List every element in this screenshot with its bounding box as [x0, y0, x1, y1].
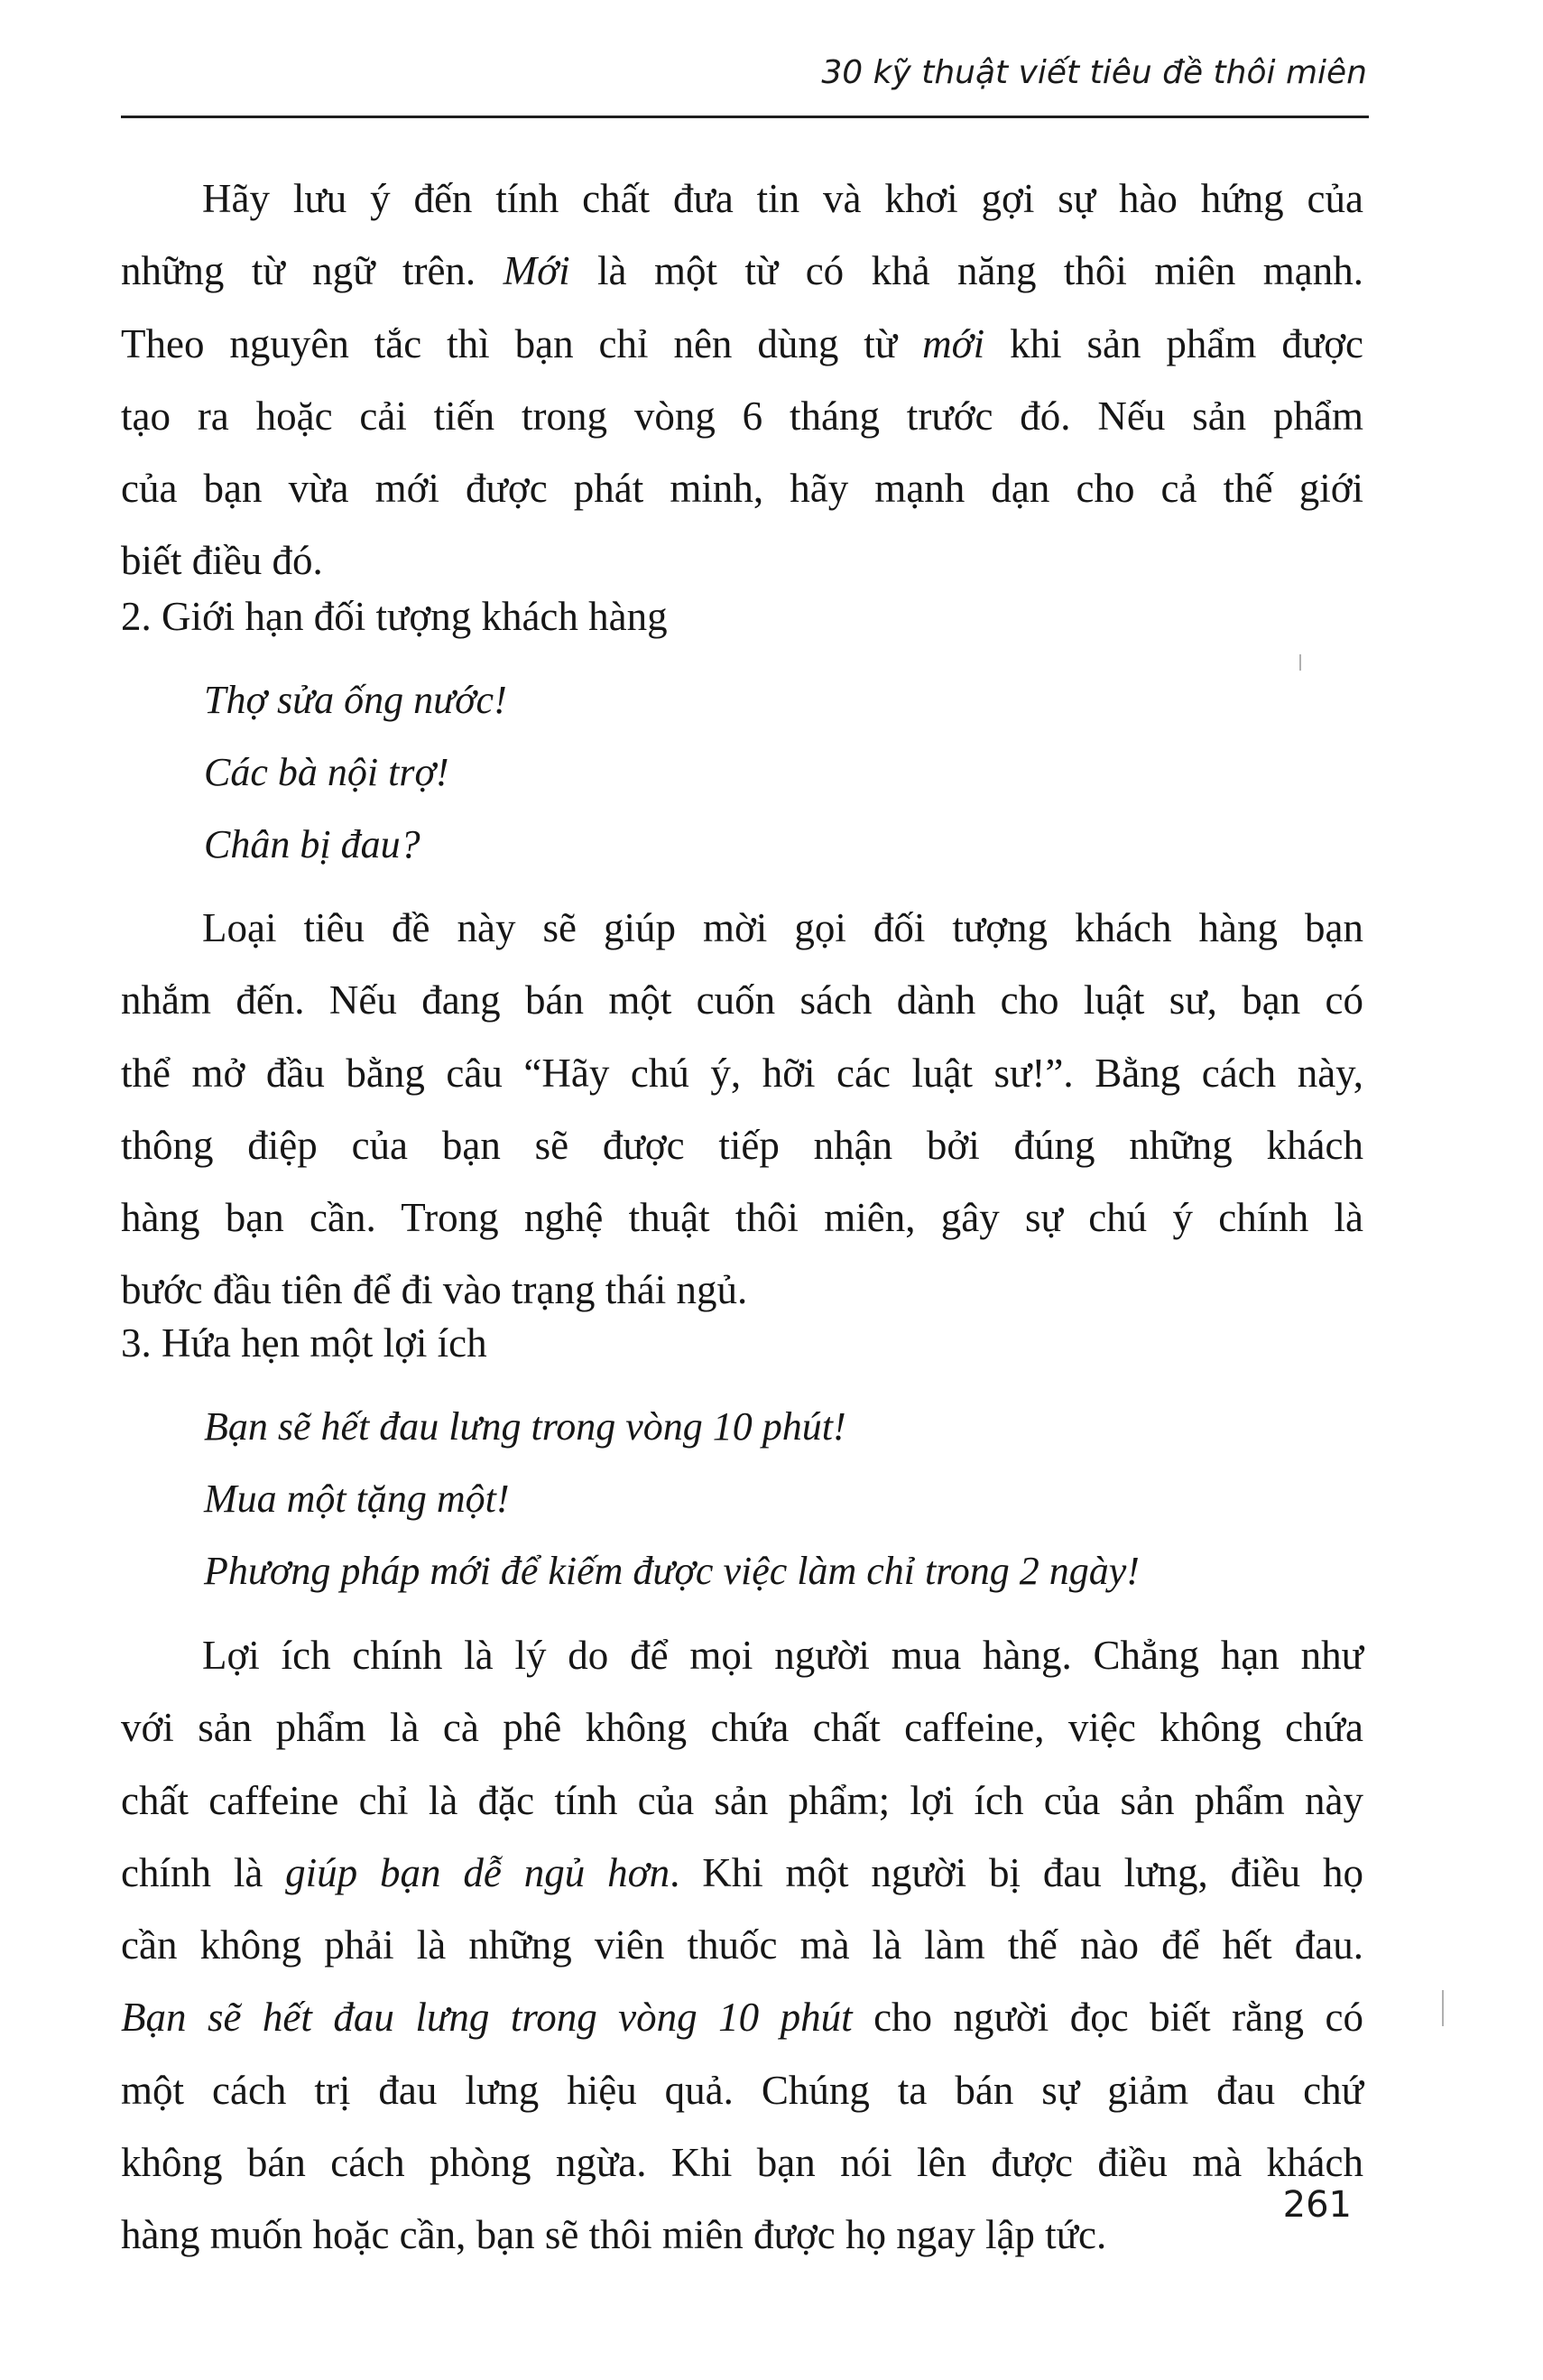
text-line: thông điệp của bạn sẽ được tiếp nhận bởi đúng những khách	[121, 1122, 1363, 1168]
text-line: biết điều đó.	[121, 538, 323, 584]
text-run: cho người đọc biết rằng có	[852, 1995, 1363, 2041]
example-headline: Bạn sẽ hết đau lưng trong vòng 10 phút!	[204, 1404, 846, 1449]
italic-term: giúp bạn dễ ngủ hơn	[285, 1849, 670, 1895]
text-run: khi sản phẩm được	[984, 320, 1363, 366]
text-line: với sản phẩm là cà phê không chứa chất caffeine, việc không chứa	[121, 1705, 1363, 1751]
paragraph-intro	[121, 162, 1363, 597]
page-number: 261	[1282, 2184, 1352, 2226]
header-rule	[121, 116, 1369, 118]
example-headline: Chân bị đau?	[204, 822, 420, 866]
text-line: Hãy lưu ý đến tính chất đưa tin và khơi gợi sự hào hứng của	[202, 176, 1363, 221]
paragraph-section-3	[121, 1619, 1363, 2272]
scan-mark	[1299, 654, 1301, 671]
text-line: Loại tiêu đề này sẽ giúp mời gọi đối tượng khách hàng bạn	[202, 905, 1363, 950]
italic-term: Bạn sẽ hết đau lưng trong vòng 10 phút	[121, 1995, 853, 2041]
text-line: tạo ra hoặc cải tiến trong vòng 6 tháng trước đó. Nếu sản phẩm	[121, 393, 1363, 439]
paragraph-section-2	[121, 892, 1363, 1327]
text-line	[121, 1981, 1363, 2053]
section-title-3: 3. Hứa hẹn một lợi ích	[121, 1320, 487, 1366]
text-run: Theo nguyên tắc thì bạn chỉ nên dùng từ	[121, 320, 923, 366]
text-line: Lợi ích chính là lý do để mọi người mua hàng. Chẳng hạn như	[202, 1633, 1363, 1678]
text-line: nhắm đến. Nếu đang bán một cuốn sách dành cho luật sư, bạn có	[121, 977, 1363, 1023]
example-headline: Mua một tặng một!	[204, 1477, 510, 1521]
italic-term: Mới	[503, 248, 570, 294]
text-line: chất caffeine chỉ là đặc tính của sản phẩm; lợi ích của sản phẩm này	[121, 1777, 1363, 1823]
text-line: hàng bạn cần. Trong nghệ thuật thôi miên, gây sự chú ý chính là	[121, 1195, 1363, 1241]
text-line: một cách trị đau lưng hiệu quả. Chúng ta bán sự giảm đau chứ	[121, 2067, 1363, 2113]
text-run: là một từ có khả năng thôi miên mạnh.	[569, 248, 1363, 294]
example-headline: Các bà nội trợ!	[204, 750, 449, 794]
text-line	[121, 1837, 1363, 1909]
text-line: cần không phải là những viên thuốc mà là làm thế nào để hết đau.	[121, 1922, 1363, 1968]
text-run: chính là	[121, 1849, 286, 1895]
italic-term: mới	[922, 320, 985, 366]
text-line: không bán cách phòng ngừa. Khi bạn nói lên được điều mà khách	[121, 2140, 1363, 2186]
example-headline: Thợ sửa ống nước!	[204, 678, 507, 722]
section-title-2: 2. Giới hạn đối tượng khách hàng	[121, 594, 668, 639]
scan-mark	[1442, 1990, 1444, 2026]
text-line: thể mở đầu bằng câu “Hãy chú ý, hỡi các luật sư!”. Bằng cách này,	[121, 1050, 1363, 1096]
text-run: . Khi một người bị đau lưng, điều họ	[670, 1849, 1363, 1895]
example-headline: Phương pháp mới để kiếm được việc làm chỉ trong 2 ngày!	[204, 1549, 1140, 1593]
text-line: của bạn vừa mới được phát minh, hãy mạnh dạn cho cả thế giới	[121, 466, 1363, 512]
text-line	[121, 235, 1363, 307]
text-line	[121, 308, 1363, 380]
running-header: 30 kỹ thuật viết tiêu đề thôi miên	[821, 54, 1367, 91]
text-run: những từ ngữ trên.	[121, 248, 504, 294]
text-line: bước đầu tiên để đi vào trạng thái ngủ.	[121, 1267, 748, 1313]
text-line: hàng muốn hoặc cần, bạn sẽ thôi miên được họ ngay lập tức.	[121, 2212, 1107, 2258]
